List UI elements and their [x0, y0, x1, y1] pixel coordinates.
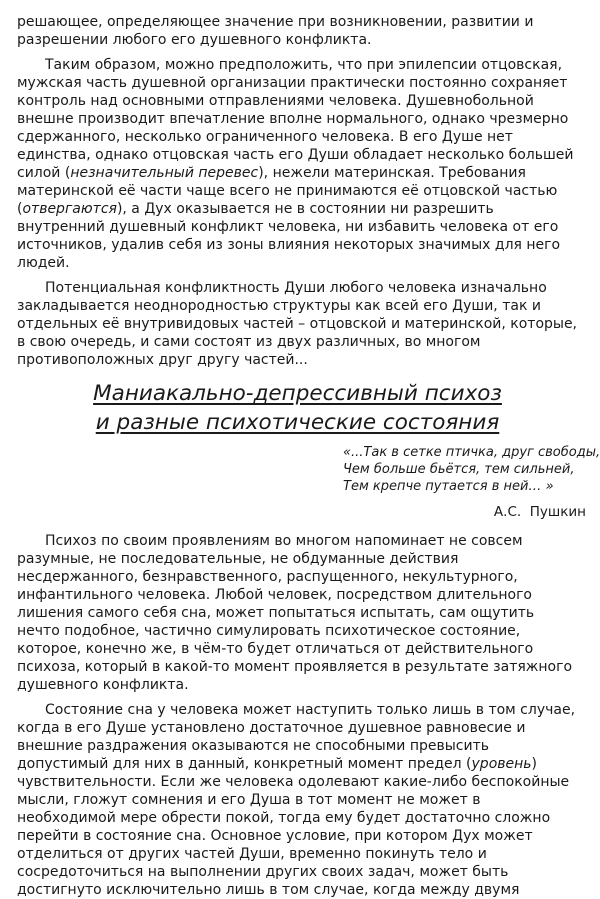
- paragraph-sleep: [17, 701, 578, 899]
- heading-line-1: Маниакально-депрессивный психоз: [93, 381, 502, 406]
- paragraph-text: ), а Дух оказывается не в состоянии ни разрешить внутренний душевный конфликт человека, ни избавить человека от его источников, удалив себя из зоны влияния некоторых значимых для него людей.: [17, 201, 561, 271]
- paragraph-psychosis: [17, 532, 578, 694]
- paragraph-epilepsy: [17, 56, 578, 272]
- italic-term: отвергаются: [22, 201, 117, 217]
- heading-line-2: и разные психотические состояния: [95, 410, 500, 435]
- paragraph-text: Потенциальная конфликтность Души любого человека изначально закладывается неоднородностью структуры как всей его Души, так и отдельных её внутривидовых частей – отцовской и материнской, которые, в свою очередь, и сами состоят из двух различных, во многом противоположных друг другу частей...: [17, 280, 578, 368]
- paragraph-text: ) чувствительности. Если же человека одолевают какие-либо беспокойные мысли, гложут сомнения и его Душа в тот момент не может в необходимой мере обрести покой, тогда ему будет достаточно сложно перейти в состояние сна. Основное условие, при котором Дух может отделиться от других частей Души, временно покинуть тело и сосредоточиться на выполнении других своих задач, может быть достигнуто исключительно лишь в том случае, когда между двумя: [17, 756, 570, 898]
- epigraph-attribution: А.С. Пушкин: [493, 504, 586, 520]
- italic-term: уровень: [471, 756, 532, 772]
- epigraph-line-1: «...Так в сетке птичка, друг свободы,: [343, 445, 600, 460]
- paragraph-conflict: [17, 279, 578, 369]
- paragraph-text: решающее, определяющее значение при возникновении, развитии и разрешении любого его душевного конфликта.: [17, 14, 534, 48]
- paragraph-text: Психоз по своим проявлениям во многом напоминает не совсем разумные, не последовательные, не обдуманные действия несдержанного, безнравственного, распущенного, некультурного, инфантильного человека. Любой человек, посредством длительного лишения самого себя сна, может попытаться испытать, сам ощутить нечто подобное, частично симулировать психотическое состояние, которое, конечно же, в чём-то будет отличаться от действительного психоза, который в какой-то момент проявляется в результате затяжного душевного конфликта.: [17, 533, 573, 693]
- paragraph-text: ), нежели материнская. Требования материнской её части чаще всего не принимаются её отцовской частью (: [17, 165, 558, 217]
- italic-term: незначительный перевес: [70, 165, 259, 181]
- paragraph-text: Состояние сна у человека может наступить только лишь в том случае, когда в его Душе установлено достаточное душевное равновесие и внешние раздражения оказываются не способными превысить допустимый для них в данный, конкретный момент предел (: [17, 702, 576, 772]
- epigraph-line-3: Тем крепче путается в ней… »: [343, 479, 554, 494]
- epigraph: [343, 444, 600, 495]
- section-heading: [17, 379, 578, 437]
- paragraph-text: Таким образом, можно предположить, что при эпилепсии отцовская, мужская часть душевной организации практически постоянно сохраняет контроль над основными отправлениями человека. Душевнобольной внешне производит впечатление вполне нормального, однако чрезмерно сдержанного, несколько ограниченного человека. В его Душе нет единства, однако отцовская часть его Души обладает несколько большей силой (: [17, 57, 574, 181]
- epigraph-line-2: Чем больше бьётся, тем сильней,: [343, 462, 575, 477]
- paragraph-continuation: [17, 13, 578, 49]
